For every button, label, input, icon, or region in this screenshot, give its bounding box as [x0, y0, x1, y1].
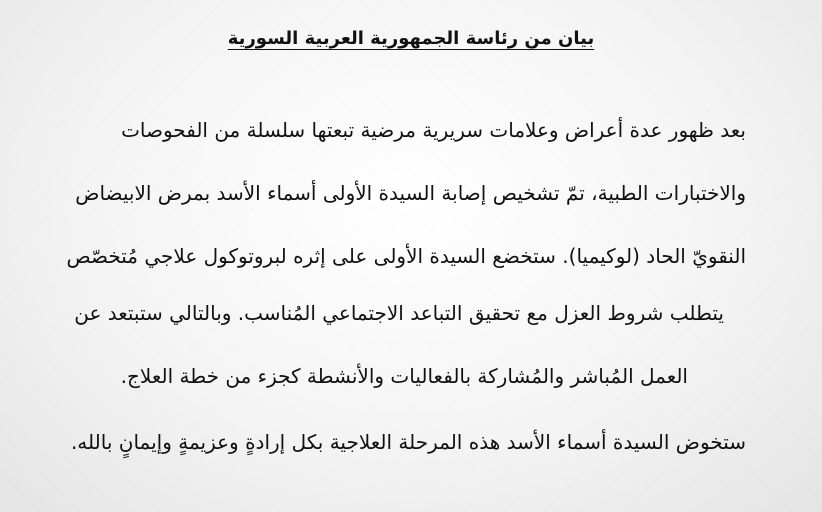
statement-line-4: يتطلب شروط العزل مع تحقيق التباعد الاجتماعي المُناسب. وبالتالي ستبتعد عن [74, 301, 724, 325]
statement-closing-line: ستخوض السيدة أسماء الأسد هذه المرحلة العلاجية بكل إرادةٍ وعزيمةٍ وإيمانٍ بالله. [70, 430, 746, 454]
statement-line-1: بعد ظهور عدة أعراض وعلامات سريرية مرضية تبعتها سلسلة من الفحوصات [121, 118, 746, 142]
statement-line-5: العمل المُباشر والمُشاركة بالفعاليات والأنشطة كجزء من خطة العلاج. [120, 364, 688, 388]
statement-line-3: النقويّ الحاد (لوكيميا). ستخضع السيدة الأولى على إثره لبروتوكول علاجي مُتخصّص [66, 244, 746, 268]
statement-line-2: والاختبارات الطبية، تمّ تشخيص إصابة السيدة الأولى أسماء الأسد بمرض الابيضاض [75, 181, 746, 205]
statement-title: بيان من رئاسة الجمهورية العربية السورية [227, 28, 595, 49]
